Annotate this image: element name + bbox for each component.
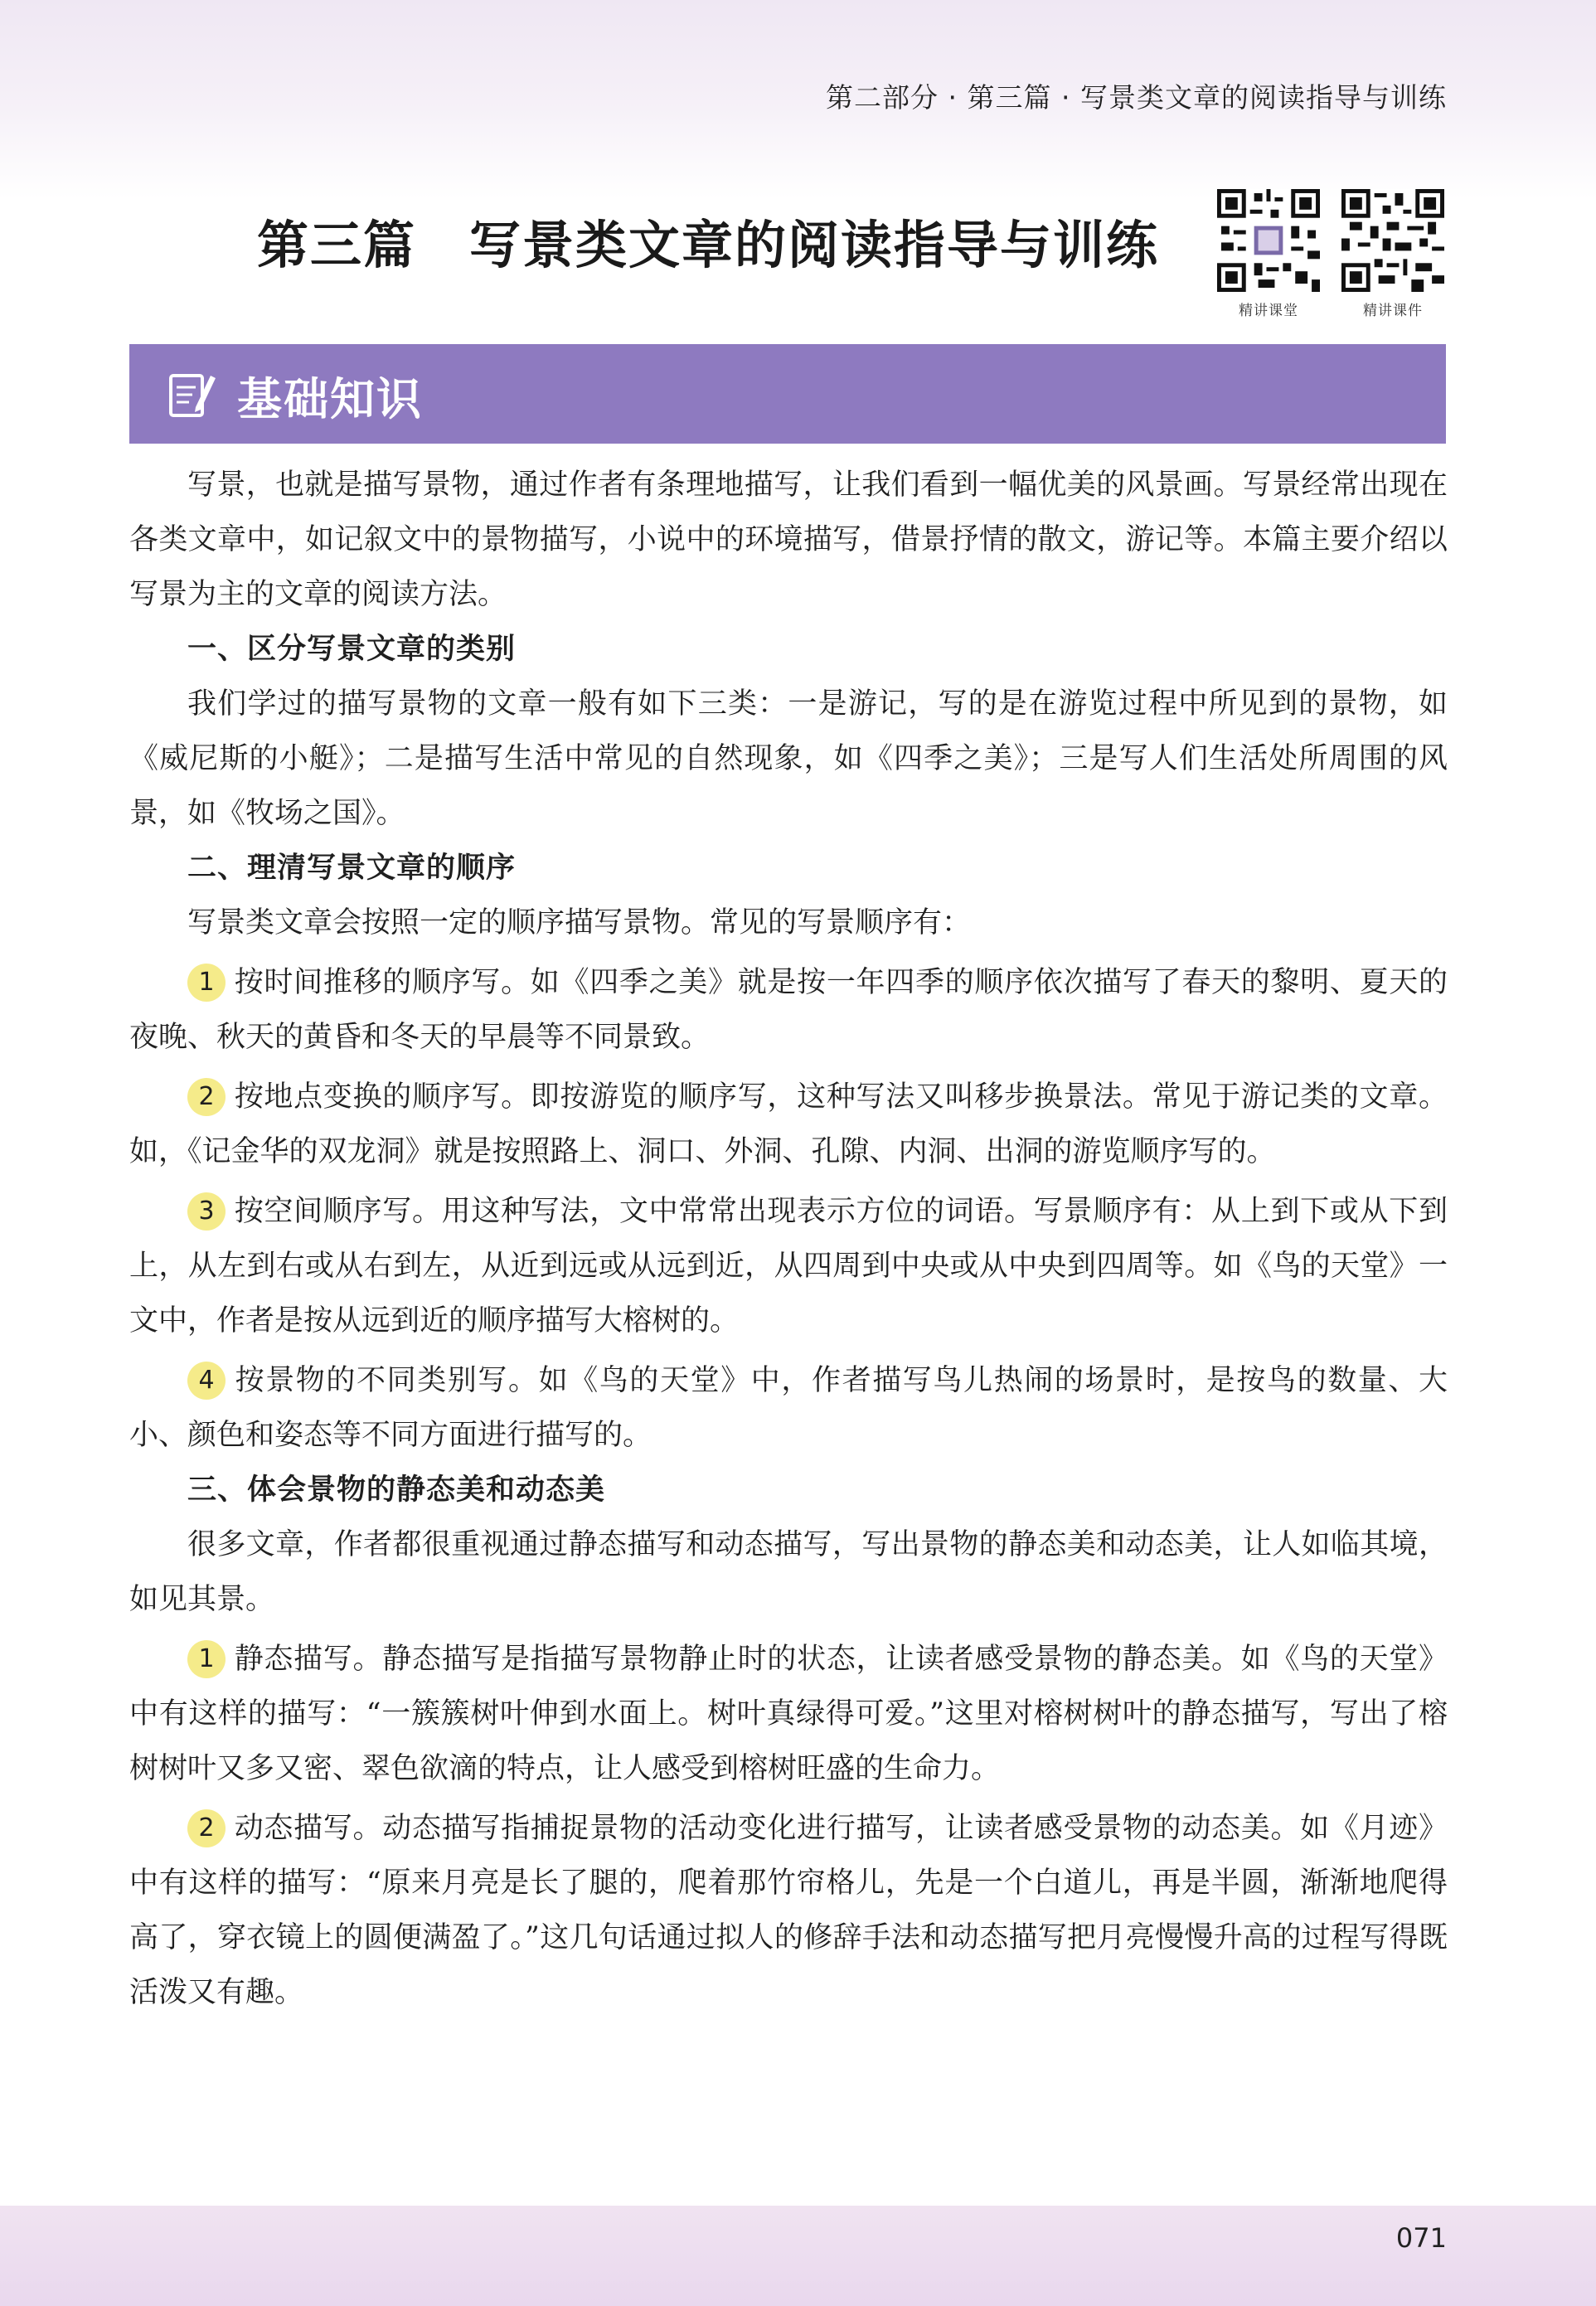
section-heading-static-dynamic: 三、体会景物的静态美和动态美: [187, 1473, 606, 1507]
paragraph: 很多文章，作者都很重视通过静态描写和动态描写，写出景物的静态美和动态美，让人如临其境，如见其景。: [129, 1528, 1448, 1616]
number-badge: 1: [187, 1640, 226, 1678]
intro-paragraph: 写景，也就是描写景物，通过作者有条理地描写，让我们看到一幅优美的风景画。写景经常出现在各类文章中，如记叙文中的景物描写，小说中的环境描写，借景抒情的散文，游记等。本篇主要介绍以写景为主的文章的阅读方法。: [129, 468, 1448, 611]
number-badge: 2: [187, 1809, 226, 1847]
page-number: 071: [1395, 2222, 1447, 2254]
body-text: [129, 458, 1448, 2020]
section-title: 基础知识: [237, 373, 423, 425]
list-item-text: 静态描写。静态描写是指描写景物静止时的状态，让读者感受景物的静态美。如《鸟的天堂》中有这样的描写：“一簇簇树叶伸到水面上。树叶真绿得可爱。”这里对榕树树叶的静态描写，写出了榕树树叶又多又密、翠色欲滴的特点，让人感受到榕树旺盛的生命力。: [129, 1643, 1448, 1785]
qr-code-icon: [1217, 189, 1320, 292]
qr-label: 精讲课堂: [1239, 303, 1298, 319]
list-item: [129, 1353, 1448, 1463]
section-heading-categories: 一、区分写景文章的类别: [187, 633, 517, 666]
list-item-text: 按空间顺序写。用这种写法，文中常常出现表示方位的词语。写景顺序有：从上到下或从下到上，从左到右或从右到左，从近到远或从远到近，从四周到中央或从中央到四周等。如《鸟的天堂》一文中，作者是按从远到近的顺序描写大榕树的。: [129, 1195, 1448, 1337]
number-badge: 4: [187, 1362, 226, 1400]
list-item: [129, 1632, 1448, 1796]
qr-code-icon: [1341, 189, 1444, 292]
qr-label: 精讲课件: [1363, 303, 1423, 319]
number-badge: 3: [187, 1192, 226, 1231]
qr-lecture-courseware[interactable]: [1340, 189, 1446, 319]
paragraph: 写景类文章会按照一定的顺序描写景物。常见的写景顺序有：: [187, 906, 972, 939]
running-header: 第二部分 · 第三篇 · 写景类文章的阅读指导与训练: [826, 81, 1447, 114]
page-title-part1: 第三篇: [257, 215, 417, 275]
list-item-text: 按时间推移的顺序写。如《四季之美》就是按一年四季的顺序依次描写了春天的黎明、夏天的夜晚、秋天的黄昏和冬天的早晨等不同景致。: [129, 966, 1448, 1054]
paragraph: 我们学过的描写景物的文章一般有如下三类：一是游记，写的是在游览过程中所见到的景物，如《威尼斯的小艇》；二是描写生活中常见的自然现象，如《四季之美》；三是写人们生活处所周围的风景，如《牧场之国》。: [129, 687, 1448, 830]
list-item: [129, 955, 1448, 1065]
footer-band: [0, 2206, 1596, 2306]
page-title-part2: 写景类文章的阅读指导与训练: [469, 215, 1160, 275]
notepad-pencil-icon: [167, 367, 217, 420]
page-title: [257, 204, 1159, 278]
list-item-text: 动态描写。动态描写指捕捉景物的活动变化进行描写，让读者感受景物的动态美。如《月迹》中有这样的描写：“原来月亮是长了腿的，爬着那竹帘格儿，先是一个白道儿，再是半圆，渐渐地爬得高了，穿衣镜上的圆便满盈了。”这几句话通过拟人的修辞手法和动态描写把月亮慢慢升高的过程写得既活泼又有趣。: [129, 1812, 1448, 2009]
list-item-text: 按地点变换的顺序写。即按游览的顺序写，这种写法又叫移步换景法。常见于游记类的文章。如，《记金华的双龙洞》就是按照路上、洞口、外洞、孔隙、内洞、出洞的游览顺序写的。: [129, 1080, 1448, 1168]
list-item: [129, 1801, 1448, 2020]
number-badge: 1: [187, 964, 226, 1002]
list-item: [129, 1184, 1448, 1348]
list-item: [129, 1070, 1448, 1179]
running-header-band: [0, 0, 1596, 199]
list-item-text: 按景物的不同类别写。如《鸟的天堂》中，作者描写鸟儿热闹的场景时，是按鸟的数量、大小、颜色和姿态等不同方面进行描写的。: [129, 1364, 1448, 1452]
section-bar: [129, 344, 1446, 444]
qr-lecture-class[interactable]: [1215, 189, 1322, 319]
section-heading-order: 二、理清写景文章的顺序: [187, 852, 517, 885]
number-badge: 2: [187, 1078, 226, 1116]
